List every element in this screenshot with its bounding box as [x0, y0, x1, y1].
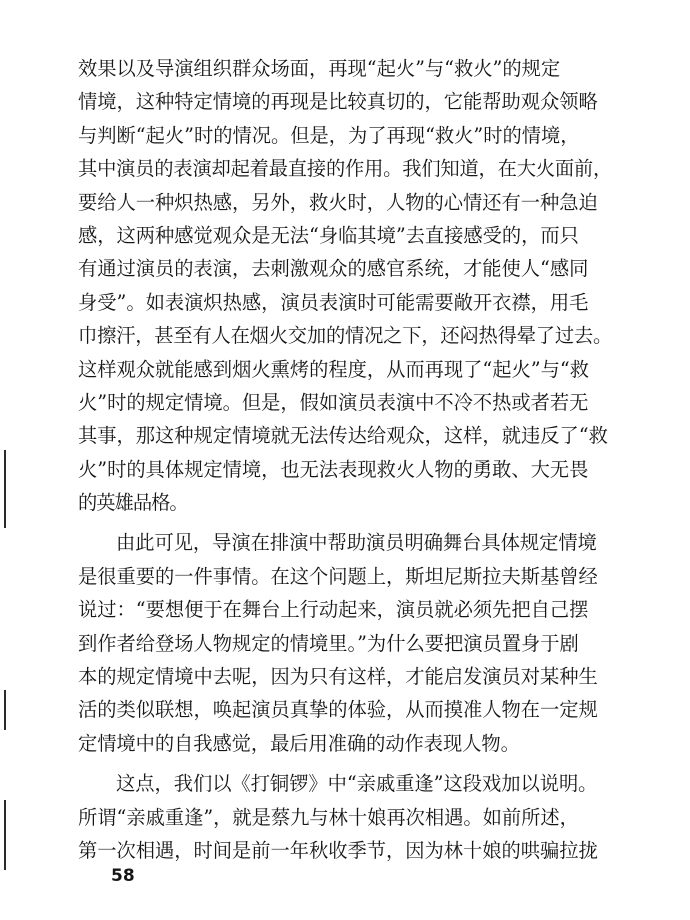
text-line: 感，这两种感觉观众是无法“身临其境”去直接感受的，而只 [78, 223, 579, 247]
text-line: 本的规定情境中去呢，因为只有这样，才能启发演员对某种生 [78, 665, 598, 689]
text-line: 说过：“要想便于在舞台上行动起来，演员就必须先把自己摆 [78, 598, 589, 622]
text-line: 定情境中的自我感觉，最后用准确的动作表现人物。 [78, 731, 520, 755]
scan-edge-mark [4, 690, 6, 730]
text-line: 这样观众就能感到烟火熏烤的程度，从而再现了“起火”与“救 [78, 357, 589, 381]
text-line: 第一次相遇，时间是前一年秋收季节，因为林十娘的哄骗拉拢 [78, 838, 598, 862]
paragraph [78, 526, 618, 760]
scan-edge-mark [4, 450, 6, 528]
text-line: 火”时的具体规定情境，也无法表现救火人物的勇敢、大无畏 [78, 457, 589, 481]
text-line: 效果以及导演组织群众场面，再现“起火”与“救火”的规定 [78, 57, 561, 80]
text-line: 这点，我们以《打铜锣》中“亲戚重逢”这段戏加以说明。 [116, 772, 598, 796]
text-line: 的英雄品格。 [78, 491, 188, 515]
text-line: 有通过演员的表演，去刺激观众的感官系统，才能使人“感同 [78, 257, 589, 281]
text-line: 要给人一种炽热感，另外，救火时，人物的心情还有一种急迫 [78, 190, 598, 214]
text-line: 活的类似联想，唤起演员真挚的体验，从而摸准人物在一定规 [78, 698, 598, 722]
text-line: 情境，这种特定情境的再现是比较真切的，它能帮助观众领略 [78, 90, 598, 114]
text-line: 与判断“起火”时的情况。但是，为了再现“救火”时的情境， [78, 123, 580, 147]
paragraph [78, 767, 618, 867]
page-number: 58 [111, 866, 135, 886]
text-line: 是很重要的一件事情。在这个问题上，斯坦尼斯拉夫斯基曾经 [78, 564, 598, 588]
text-line: 巾擦汗，甚至有人在烟火交加的情况之下，还闷热得晕了过去。 [78, 324, 613, 348]
text-line: 其中演员的表演却起着最直接的作用。我们知道，在大火面前， [78, 157, 613, 181]
text-line: 到作者给登场人物规定的情境里。”为什么要把演员置身于剧 [78, 631, 579, 655]
paragraph [78, 52, 618, 519]
text-line: 其事，那这种规定情境就无法传达给观众，这样，就违反了“救 [78, 424, 608, 448]
body-text [78, 52, 618, 867]
text-line: 火”时的规定情境。但是，假如演员表演中不冷不热或者若无 [78, 390, 589, 414]
scan-edge-mark [4, 800, 6, 870]
text-line: 由此可见，导演在排演中帮助演员明确舞台具体规定情境 [116, 531, 597, 555]
text-line: 身受”。如表演炽热感，演员表演时可能需要敞开衣襟，用毛 [78, 290, 589, 314]
text-line: 所谓“亲戚重逢”，就是蔡九与林十娘再次相遇。如前所述， [78, 805, 579, 829]
